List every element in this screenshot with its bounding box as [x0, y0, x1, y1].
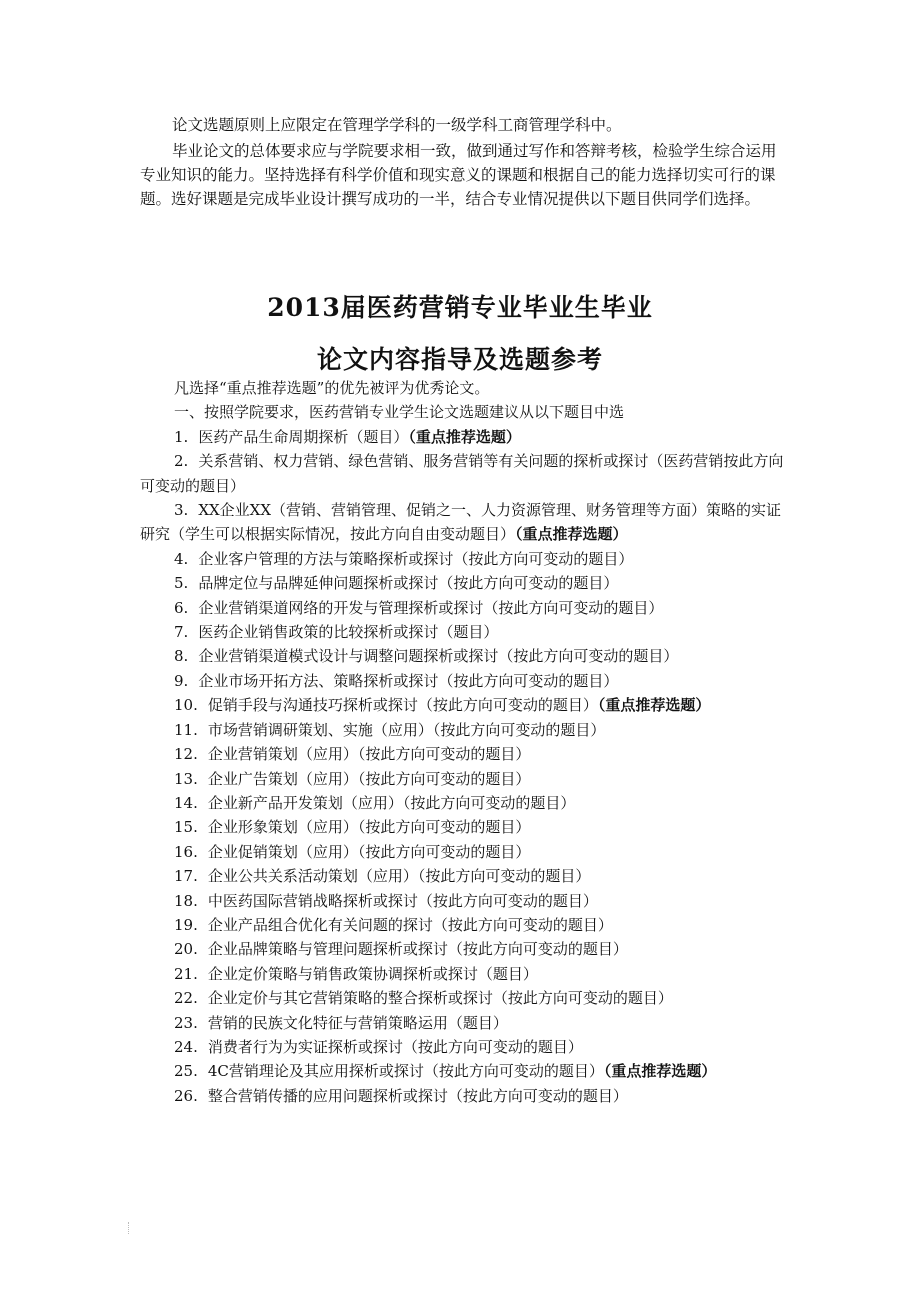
topic-number: 4. — [174, 549, 189, 568]
topic-item — [140, 986, 788, 1010]
topic-item — [140, 840, 788, 864]
topic-item — [140, 693, 788, 717]
topic-text: 整合营销传播的应用问题探析或探讨（按此方向可变动的题目） — [207, 1086, 628, 1105]
topic-item — [140, 864, 788, 888]
recommended-tag: （重点推荐选题） — [408, 427, 521, 446]
topic-text: 企业市场开拓方法、策略探析或探讨（按此方向可变动的题目） — [198, 671, 619, 690]
topic-item — [140, 815, 788, 839]
topic-number: 3. — [174, 501, 189, 520]
topic-number: 15. — [174, 818, 198, 837]
topic-number: 16. — [174, 842, 198, 861]
topic-item — [140, 620, 788, 644]
topic-number: 19. — [174, 915, 198, 934]
topic-number: 7. — [174, 623, 189, 642]
topic-text: 市场营销调研策划、实施（应用）（按此方向可变动的题目） — [207, 720, 606, 739]
recommended-tag: （重点推荐选题） — [597, 696, 711, 715]
document-body — [140, 376, 788, 1108]
topic-text: 企业形象策划（应用）（按此方向可变动的题目） — [207, 818, 531, 837]
topic-text: 企业营销渠道网络的开发与管理探析或探讨（按此方向可变动的题目） — [198, 598, 664, 617]
topic-item — [140, 547, 788, 571]
topic-item — [140, 742, 788, 766]
topic-number: 9. — [174, 671, 189, 690]
topic-item — [140, 571, 788, 595]
topic-text: 企业营销策划（应用）（按此方向可变动的题目） — [207, 745, 531, 764]
topic-number: 25. — [174, 1062, 198, 1081]
topic-text: 营销的民族文化特征与营销策略运用（题目） — [207, 1013, 508, 1032]
topic-item — [140, 889, 788, 913]
topic-number: 21. — [174, 964, 198, 983]
topic-text: 促销手段与沟通技巧探析或探讨（按此方向可变动的题目） — [207, 696, 598, 715]
recommend-note: 凡选择“重点推荐选题”的优先被评为优秀论文。 — [174, 379, 490, 397]
topic-number: 26. — [174, 1086, 198, 1105]
topic-number: 8. — [174, 647, 189, 666]
topic-text: 企业客户管理的方法与策略探析或探讨（按此方向可变动的题目） — [198, 549, 634, 568]
topic-number: 13. — [174, 769, 198, 788]
topic-number: 20. — [174, 940, 198, 959]
topic-item — [140, 1011, 788, 1035]
section-heading: 一、按照学院要求，医药营销专业学生论文选题建议从以下题目中选 — [174, 403, 625, 422]
topic-text: 医药产品生命周期探析（题目） — [198, 427, 409, 446]
topic-text: 企业定价与其它营销策略的整合探析或探讨（按此方向可变动的题目） — [207, 989, 673, 1008]
document-title-line-2: 论文内容指导及选题参考 — [316, 345, 603, 374]
topic-number: 5. — [174, 574, 189, 593]
topic-number: 22. — [174, 989, 198, 1008]
topic-text: 企业营销渠道模式设计与调整问题探析或探讨（按此方向可变动的题目） — [198, 647, 679, 666]
topic-number: 1. — [174, 427, 189, 446]
topic-text: 中医药国际营销战略探析或探讨（按此方向可变动的题目） — [207, 891, 598, 910]
topic-item — [140, 669, 788, 693]
topic-text: 企业促销策划（应用）（按此方向可变动的题目） — [207, 842, 531, 861]
topic-text: 医药企业销售政策的比较探析或探讨（题目） — [198, 623, 499, 642]
topic-text: 关系营销、权力营销、绿色营销、服务营销等有关问题的探析或探讨（医药营销按此方向可变动的题目） — [140, 452, 784, 495]
recommended-tag: （重点推荐选题） — [515, 525, 628, 544]
topic-number: 11. — [174, 720, 198, 739]
topic-item — [140, 937, 788, 961]
document-title-line-1: 2013届医药营销专业毕业生毕业 — [267, 293, 653, 322]
topic-number: 6. — [174, 598, 189, 617]
topic-number: 10. — [174, 696, 198, 715]
topic-item — [140, 913, 788, 937]
topic-item — [140, 596, 788, 620]
topic-item — [140, 425, 788, 449]
topic-item — [140, 449, 788, 498]
topic-item — [140, 1035, 788, 1059]
intro-text-2: 毕业论文的总体要求应与学院要求相一致，做到通过写作和答辩考核，检验学生综合运用专业知识的能力。坚持选择有科学价值和现实意义的课题和根据自己的能力选择切实可行的课题。选好课题是完成毕业设计撰写成功的一半，结合专业情况提供以下题目供同学们选择。 — [140, 142, 777, 208]
topic-text: 企业广告策划（应用）（按此方向可变动的题目） — [207, 769, 531, 788]
topic-item — [140, 644, 788, 668]
intro-paragraph-2 — [140, 139, 790, 211]
topic-number: 23. — [174, 1013, 198, 1032]
topic-item — [140, 498, 788, 547]
intro-text-1: 论文选题原则上应限定在管理学学科的一级学科工商管理学科中。 — [172, 116, 622, 134]
topic-list — [140, 425, 788, 1108]
topic-number: 2. — [174, 452, 189, 471]
topic-item — [140, 962, 788, 986]
intro-paragraph-1 — [140, 113, 790, 137]
topic-text: 企业产品组合优化有关问题的探讨（按此方向可变动的题目） — [207, 915, 613, 934]
topic-number: 17. — [174, 867, 198, 886]
topic-text: 企业公共关系活动策划（应用）（按此方向可变动的题目） — [207, 867, 591, 886]
topic-text: 消费者行为为实证探析或探讨（按此方向可变动的题目） — [207, 1037, 583, 1056]
topic-number: 24. — [174, 1037, 198, 1056]
topic-item — [140, 791, 788, 815]
topic-item — [140, 767, 788, 791]
topic-text: 企业新产品开发策划（应用）（按此方向可变动的题目） — [207, 793, 576, 812]
topic-number: 18. — [174, 891, 198, 910]
topic-text: XX企业XX（营销、营销管理、促销之一、人力资源管理、财务管理等方面）策略的实证研究（学生可以根据实际情况，按此方向自由变动题目） — [140, 501, 782, 544]
topic-item — [140, 1084, 788, 1108]
topic-item — [140, 718, 788, 742]
recommended-tag: （重点推荐选题） — [603, 1062, 717, 1081]
topic-text: 企业品牌策略与管理问题探析或探讨（按此方向可变动的题目） — [207, 940, 628, 959]
topic-item — [140, 1059, 788, 1083]
topic-text: 4C营销理论及其应用探析或探讨（按此方向可变动的题目） — [207, 1062, 604, 1081]
topic-text: 品牌定位与品牌延伸问题探析或探讨（按此方向可变动的题目） — [198, 574, 619, 593]
topic-number: 14. — [174, 793, 198, 812]
topic-number: 12. — [174, 745, 198, 764]
page-margin-mark — [128, 1222, 135, 1234]
topic-text: 企业定价策略与销售政策协调探析或探讨（题目） — [207, 964, 538, 983]
